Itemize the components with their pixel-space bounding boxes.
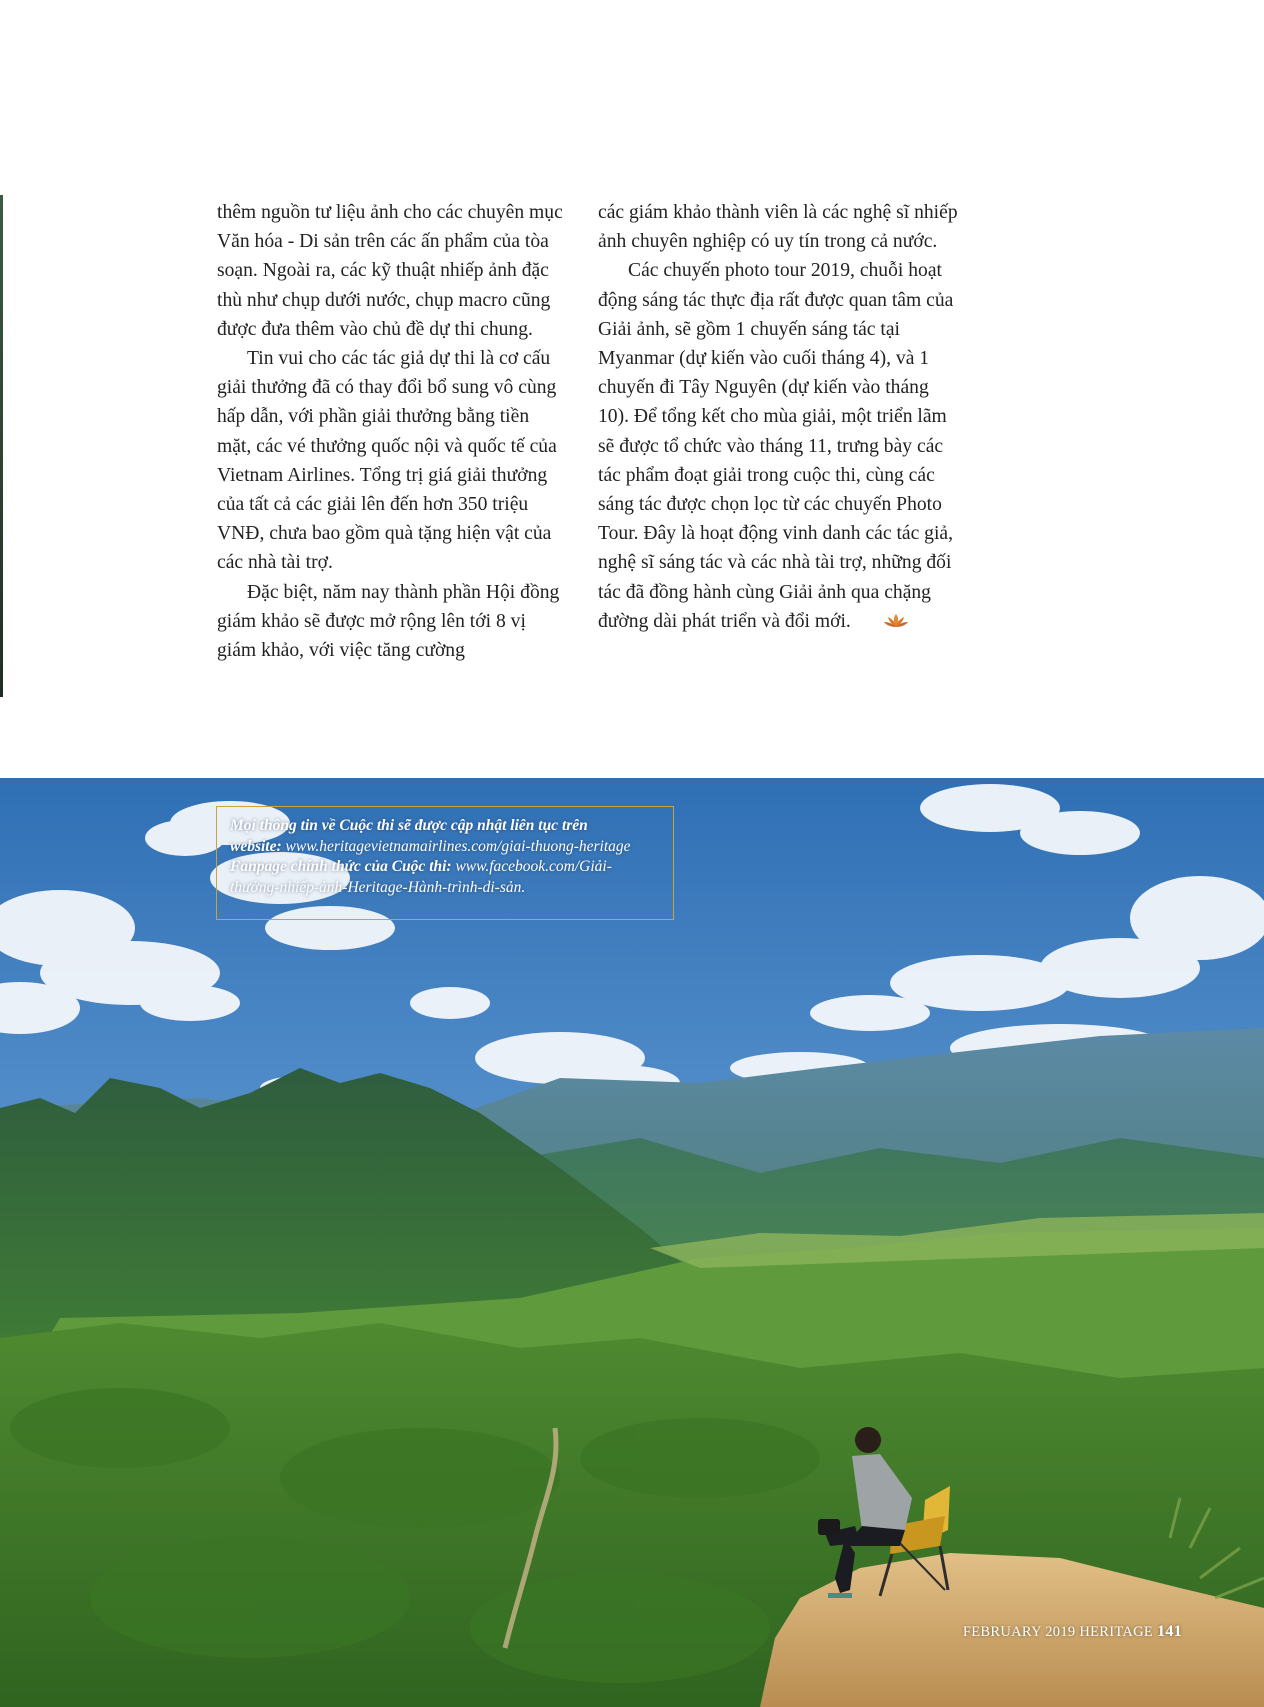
page-folio [963,1623,1182,1641]
info-website-line [230,837,661,858]
fanpage-link[interactable]: www.facebook.com/Giải- [455,858,612,876]
paragraph: Đặc biệt, năm nay thành phần Hội đồng giám khảo sẽ được mở rộng lên tới 8 vị giám khảo, với việc tăng cường [217,581,560,662]
article-column-right [598,198,958,638]
page-number: 141 [1157,1623,1182,1640]
lotus-end-icon [853,609,909,638]
contest-info-box [216,806,674,920]
folio-text: FEBRUARY 2019 HERITAGE [962,1624,1154,1640]
article-column-left [217,198,567,665]
adjacent-photo-edge [0,195,3,697]
fanpage-label: Fanpage chính thức của Cuộc thi: [230,858,452,876]
info-intro: Mọi thông tin về Cuộc thi sẽ được cập nhật liên tục trên [230,817,588,834]
info-fanpage-line [230,857,661,878]
website-link[interactable]: www.heritagevietnamairlines.com/giai-thuong-heritage [285,837,631,855]
paragraph: thêm nguồn tư liệu ảnh cho các chuyên mục Văn hóa - Di sản trên các ấn phẩm của tòa soạn. Ngoài ra, các kỹ thuật nhiếp ảnh đặc thù như chụp dưới nước, chụp macro cũng được đưa thêm vào chủ đề dự thi chung. [217,202,563,340]
paragraph: Tin vui cho các tác giả dự thi là cơ cấu giải thưởng đã có thay đổi bổ sung vô cùng hấp dẫn, với phần giải thưởng bằng tiền mặt, các vé thưởng quốc nội và quốc tế của Vietnam Airlines. Tổng trị giá giải thưởng của tất cả các giải lên đến hơn 350 triệu VNĐ, chưa bao gồm quà tặng hiện vật của các nhà tài trợ. [217,348,557,574]
website-label: website: [230,837,282,855]
fanpage-link-continued[interactable]: thưởng-nhiếp-ảnh-Heritage-Hành-trình-di-sản. [230,878,526,896]
paragraph-with-end-mark [598,256,958,638]
paragraph: Các chuyến photo tour 2019, chuỗi hoạt động sáng tác thực địa rất được quan tâm của Giải ảnh, sẽ gồm 1 chuyến sáng tác tại Myanmar (dự kiến vào cuối tháng 4), và 1 chuyến đi Tây Nguyên (dự kiến vào tháng 10). Để tổng kết cho mùa giải, một triển lãm sẽ được tổ chức vào tháng 11, trưng bày các tác phẩm đoạt giải trong cuộc thi, cùng các sáng tác được chọn lọc từ các chuyến Photo Tour. Đây là hoạt động vinh danh các tác giả, nghệ sĩ sáng tác và các nhà tài trợ, những đối tác đã đồng hành cùng Giải ảnh qua chặng đường dài phát triển và đổi mới. [598,260,954,632]
paragraph: các giám khảo thành viên là các nghệ sĩ nhiếp ảnh chuyên nghiệp có uy tín trong cả nước. [598,202,958,253]
